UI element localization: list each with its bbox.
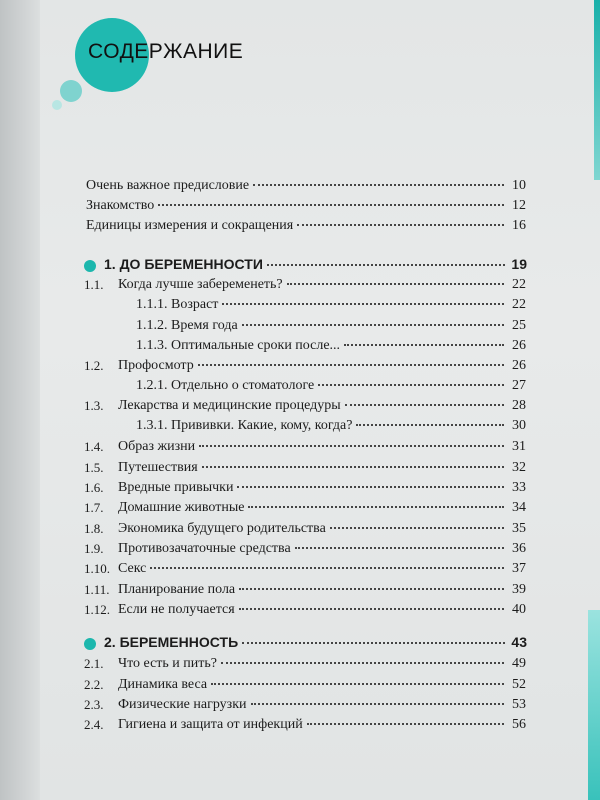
leader-dots (295, 547, 504, 549)
toc-entry-label: Противозачаточные средства (118, 541, 291, 556)
toc-entry[interactable] (118, 439, 526, 455)
leader-dots (248, 506, 504, 508)
leader-dots (356, 424, 504, 426)
toc-entry-label: Знакомство (86, 198, 155, 213)
toc-entry-page: 22 (512, 297, 526, 312)
toc-entry[interactable] (118, 561, 526, 577)
toc-entry-page: 26 (512, 338, 526, 353)
toc-number: 2.1. (84, 656, 104, 671)
toc-entry-label: 1.2.1. Отдельно о стоматологе (136, 378, 315, 393)
toc-entry-page: 37 (512, 561, 526, 576)
toc-entry-label: 1.1.1. Возраст (136, 297, 219, 312)
toc-number: 1.9. (84, 541, 104, 556)
toc-entry[interactable] (118, 398, 526, 414)
toc-entry-page: 12 (512, 198, 526, 213)
toc-entry[interactable] (118, 460, 526, 476)
toc-subentry[interactable] (136, 378, 526, 394)
toc-entry[interactable] (118, 358, 526, 374)
toc-entry-label: Экономика будущего родительства (118, 521, 326, 536)
toc-entry[interactable] (118, 521, 526, 537)
leader-dots (253, 184, 504, 186)
leader-dots (267, 264, 505, 266)
toc-entry[interactable] (118, 500, 526, 516)
chapter-title: 2. БЕРЕМЕННОСТЬ (104, 634, 239, 650)
leader-dots (345, 404, 504, 406)
toc-entry-label: 1.1.3. Оптимальные сроки после... (136, 338, 341, 353)
toc-number: 1.7. (84, 500, 104, 515)
toc-number: 1.12. (84, 602, 110, 617)
leader-dots (150, 567, 504, 569)
toc-entry[interactable] (118, 697, 526, 713)
leader-dots (222, 303, 504, 305)
toc-entry-label: Секс (118, 561, 147, 576)
toc-entry-page: 16 (512, 218, 526, 233)
toc-entry-label: Физические нагрузки (118, 697, 247, 712)
chapter-title: 1. ДО БЕРЕМЕННОСТИ (104, 256, 263, 272)
leader-dots (297, 224, 504, 226)
leader-dots (211, 683, 504, 685)
toc-entry-page: 30 (512, 418, 526, 433)
leader-dots (239, 588, 504, 590)
toc-number: 1.3. (84, 398, 104, 413)
toc-entry-page: 22 (512, 277, 526, 292)
toc-entry[interactable] (118, 656, 526, 672)
toc-entry-label: Образ жизни (118, 439, 196, 454)
toc-subentry[interactable] (136, 338, 526, 354)
leader-dots (307, 723, 504, 725)
chapter-page: 19 (511, 256, 527, 272)
toc-entry-page: 25 (512, 318, 526, 333)
leader-dots (330, 527, 504, 529)
toc-entry-page: 52 (512, 677, 526, 692)
chapter-heading[interactable] (104, 634, 527, 650)
toc-subentry[interactable] (136, 297, 526, 313)
toc-number: 1.11. (84, 582, 110, 597)
toc-entry-label: Лекарства и медицинские процедуры (118, 398, 341, 413)
leader-dots (221, 662, 504, 664)
leader-dots (158, 204, 504, 206)
toc-number: 1.8. (84, 521, 104, 536)
toc-entry-label: Что есть и пить? (118, 656, 218, 671)
toc-number: 1.10. (84, 561, 110, 576)
leader-dots (239, 608, 504, 610)
toc-entry-page: 53 (512, 697, 526, 712)
toc-entry-label: Гигиена и защита от инфекций (118, 717, 303, 732)
toc-entry-page: 28 (512, 398, 526, 413)
leader-dots (237, 486, 504, 488)
leader-dots (344, 344, 504, 346)
toc-entry-page: 35 (512, 521, 526, 536)
toc-entry-page: 33 (512, 480, 526, 495)
chapter-bullet-icon (84, 260, 96, 272)
toc-entry-label: Очень важное предисловие (86, 178, 250, 193)
toc-number: 1.2. (84, 358, 104, 373)
toc-entry-label: 1.1.2. Время года (136, 318, 238, 333)
toc-entry[interactable] (118, 480, 526, 496)
toc-number: 1.6. (84, 480, 104, 495)
leader-dots (242, 642, 505, 644)
toc-number: 2.2. (84, 677, 104, 692)
toc-entry-page: 40 (512, 602, 526, 617)
toc-entry[interactable] (86, 218, 526, 234)
toc-number: 2.3. (84, 697, 104, 712)
toc-entry-label: Вредные привычки (118, 480, 234, 495)
toc-entry-page: 31 (512, 439, 526, 454)
toc-number: 1.4. (84, 439, 104, 454)
toc-entry-page: 49 (512, 656, 526, 671)
toc-entry-label: Планирование пола (118, 582, 236, 597)
chapter-page: 43 (511, 634, 527, 650)
leader-dots (251, 703, 505, 705)
leader-dots (202, 466, 504, 468)
toc-entry[interactable] (118, 277, 526, 293)
toc-entry[interactable] (118, 602, 526, 618)
toc-entry[interactable] (118, 582, 526, 598)
toc-entry-label: Динамика веса (118, 677, 208, 692)
toc-subentry[interactable] (136, 318, 526, 334)
leader-dots (242, 324, 504, 326)
toc-entry-label: 1.3.1. Прививки. Какие, кому, когда? (136, 418, 353, 433)
toc-entry[interactable] (86, 198, 526, 214)
leader-dots (318, 384, 504, 386)
toc-entry-page: 10 (512, 178, 526, 193)
toc-number: 1.5. (84, 460, 104, 475)
toc-entry-label: Путешествия (118, 460, 198, 475)
toc-entry[interactable] (118, 677, 526, 693)
toc-entry[interactable] (118, 717, 526, 733)
chapter-heading[interactable] (104, 256, 527, 272)
toc-entry-page: 34 (512, 500, 526, 515)
leader-dots (287, 283, 504, 285)
leader-dots (198, 364, 504, 366)
toc-entry-page: 27 (512, 378, 526, 393)
toc-entry-page: 39 (512, 582, 526, 597)
toc-entry-page: 32 (512, 460, 526, 475)
toc-entry-label: Единицы измерения и сокращения (86, 218, 294, 233)
chapter-bullet-icon (84, 638, 96, 650)
toc-entry-label: Профосмотр (118, 358, 194, 373)
toc-entry-label: Когда лучше забеременеть? (118, 277, 283, 292)
leader-dots (199, 445, 504, 447)
toc-entry-page: 26 (512, 358, 526, 373)
toc-entry-label: Домашние животные (118, 500, 245, 515)
page-title: СОДЕРЖАНИЕ (88, 40, 244, 63)
toc-entry[interactable] (86, 178, 526, 194)
toc-number: 1.1. (84, 277, 104, 292)
toc-subentry[interactable] (136, 418, 526, 434)
toc-number: 2.4. (84, 717, 104, 732)
toc-entry-page: 56 (512, 717, 526, 732)
toc-entry-page: 36 (512, 541, 526, 556)
toc-entry-label: Если не получается (118, 602, 235, 617)
toc-entry[interactable] (118, 541, 526, 557)
